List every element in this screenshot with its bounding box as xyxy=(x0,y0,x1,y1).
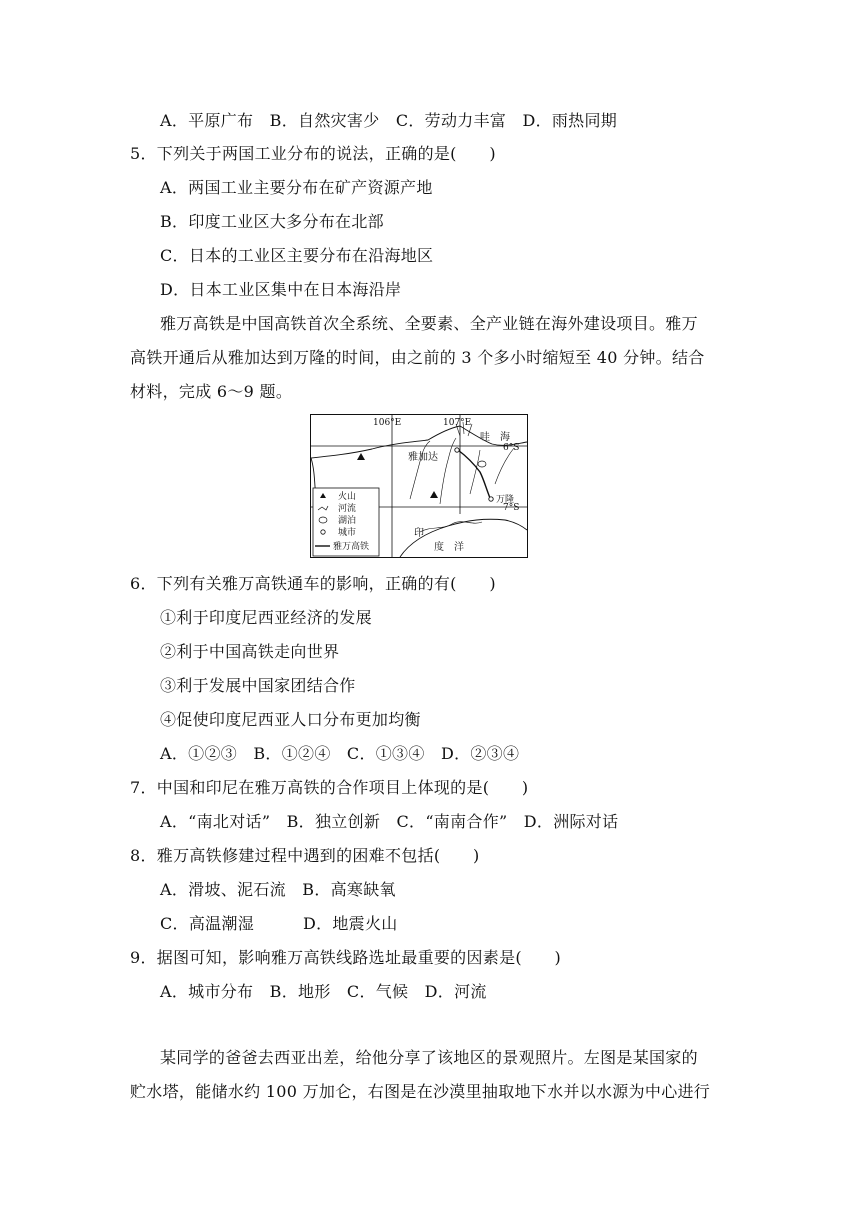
q5-stem: 5．下列关于两国工业分布的说法，正确的是( ) xyxy=(130,144,496,163)
legend-river: 河流 xyxy=(338,504,357,514)
city-jakarta-marker xyxy=(455,448,459,452)
q9-options: A．城市分布 B．地形 C．气候 D．河流 xyxy=(160,982,487,1001)
q7-options: A．“南北对话” B．独立创新 C．“南南合作” D．洲际对话 xyxy=(160,812,619,831)
lat-7s-label: 7°S xyxy=(503,503,520,513)
q6-item-3: ③利于发展中国家团结合作 xyxy=(160,676,356,695)
city-bandung-label: 万隆 xyxy=(496,495,515,505)
q6-item-1: ①利于印度尼西亚经济的发展 xyxy=(160,608,372,627)
lon-107-label: 107°E xyxy=(443,418,472,428)
lon-106-label: 106°E xyxy=(373,418,402,428)
q4-options: A．平原广布 B．自然灾害少 C．劳动力丰富 D．雨热同期 xyxy=(160,111,618,130)
q6-stem: 6．下列有关雅万高铁通车的影响，正确的有( ) xyxy=(130,574,496,593)
lat-6s-label: 6°S xyxy=(503,443,520,453)
legend-city: 城市 xyxy=(338,528,357,538)
q8-options-1: A．滑坡、泥石流 B．高寒缺氧 xyxy=(160,880,396,899)
city-jakarta-label: 雅加达 xyxy=(408,452,438,463)
q8-stem: 8．雅万高铁修建过程中遇到的困难不包括( ) xyxy=(130,846,480,865)
q6-item-4: ④促使印度尼西亚人口分布更加均衡 xyxy=(160,710,421,729)
q5-option-b: B．印度工业区大多分布在北部 xyxy=(160,212,384,231)
indian-ocean-label-1: 印 xyxy=(414,528,424,539)
q5-option-a: A．两国工业主要分布在矿产资源产地 xyxy=(160,178,433,197)
legend-railway: 雅万高铁 xyxy=(333,542,370,552)
material-line-3: 材料，完成 6～9 题。 xyxy=(130,382,293,401)
material-line-2: 高铁开通后从雅加达到万隆的时间，由之前的 3 个多小时缩短至 40 分钟。结合 xyxy=(130,348,705,367)
q5-option-c: C．日本的工业区主要分布在沿海地区 xyxy=(160,246,434,265)
material-line-1: 雅万高铁是中国高铁首次全系统、全要素、全产业链在海外建设项目。雅万 xyxy=(160,314,698,333)
q9-stem: 9．据图可知，影响雅万高铁线路选址最重要的因素是( ) xyxy=(130,948,562,967)
q6-item-2: ②利于中国高铁走向世界 xyxy=(160,642,340,661)
legend-volcano: 火山 xyxy=(338,492,357,502)
q5-option-d: D．日本工业区集中在日本海沿岸 xyxy=(160,280,402,299)
java-map-figure xyxy=(310,414,528,558)
java-sea-label: 哇 海 xyxy=(480,432,510,443)
indian-ocean-label-2: 度 洋 xyxy=(434,542,464,553)
q8-options-2: C．高温潮湿 D．地震火山 xyxy=(160,914,398,933)
legend-lake: 湖泊 xyxy=(338,516,357,526)
material2-line-1: 某同学的爸爸去西亚出差，给他分享了该地区的景观照片。左图是某国家的 xyxy=(160,1048,698,1067)
city-bandung-marker xyxy=(489,497,493,501)
material2-line-2: 贮水塔，能储水约 100 万加仑，右图是在沙漠里抽取地下水并以水源为中心进行 xyxy=(130,1082,711,1101)
q7-stem: 7．中国和印尼在雅万高铁的合作项目上体现的是( ) xyxy=(130,778,529,797)
q6-options: A．①②③ B．①②④ C．①③④ D．②③④ xyxy=(160,744,520,763)
